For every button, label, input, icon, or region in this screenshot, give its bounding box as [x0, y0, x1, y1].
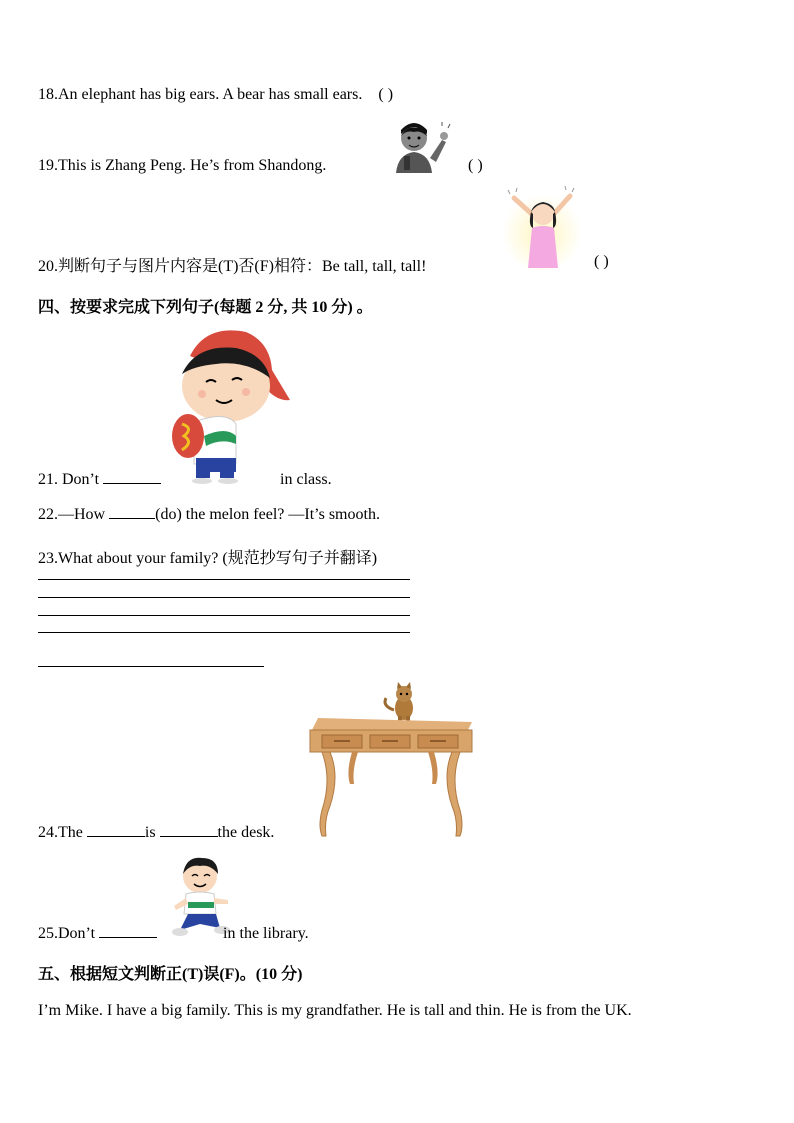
question-22 [38, 504, 380, 524]
answer-blank[interactable] [99, 923, 157, 938]
boy-with-cap-picture [166, 324, 294, 484]
question-25-suffix: in the library. [223, 925, 309, 942]
question-21-prefix: 21. Don’t [38, 471, 100, 488]
question-24 [38, 822, 274, 842]
writing-line-short[interactable] [38, 666, 264, 667]
question-20 [38, 253, 426, 276]
writing-line[interactable] [38, 615, 410, 616]
writing-line[interactable] [38, 597, 410, 598]
question-25-prefix: 25.Don’t [38, 925, 96, 942]
cat-on-desk-picture [308, 680, 474, 838]
question-19 [38, 157, 326, 175]
boy-waving-picture [390, 118, 452, 176]
answer-blank[interactable] [87, 822, 145, 837]
writing-line[interactable] [38, 579, 410, 580]
answer-paren-20[interactable] [594, 253, 609, 271]
reading-passage: I’m Mike. I have a big family. This is my grandfather. He is tall and thin. He is from the UK. [38, 1002, 632, 1019]
question-21 [38, 469, 332, 489]
question-21-suffix: in class. [280, 471, 332, 488]
section-5-heading: 五、根据短文判断正(T)误(F)。(10 分) [38, 966, 303, 983]
question-18 [38, 86, 393, 104]
question-23 [38, 545, 377, 568]
answer-paren[interactable]: ( ) [378, 86, 394, 103]
girl-arms-up-picture [500, 186, 584, 270]
answer-paren[interactable]: ( ) [468, 157, 483, 174]
answer-blank[interactable] [160, 822, 218, 837]
question-24-mid: is [144, 824, 156, 841]
question-20-text: 20.判断句子与图片内容是(T)否(F)相符：Be tall, tall, tall! [38, 258, 427, 275]
question-24-suffix: the desk. [217, 824, 275, 841]
question-23-text: 23.What about your family? (规范抄写句子并翻译) [38, 550, 378, 567]
question-22-suffix: (do) the melon feel? —It’s smooth. [155, 506, 380, 523]
writing-line[interactable] [38, 632, 410, 633]
question-24-prefix: 24.The [38, 824, 83, 841]
answer-paren[interactable]: ( ) [594, 253, 609, 270]
answer-paren-19[interactable] [468, 157, 483, 175]
question-25 [38, 923, 309, 943]
answer-blank[interactable] [109, 504, 155, 519]
section-4-heading: 四、按要求完成下列句子(每题 2 分, 共 10 分) 。 [38, 299, 373, 316]
question-18-text: 18.An elephant has big ears. A bear has small ears. [38, 86, 363, 103]
question-22-prefix: 22.—How [38, 506, 106, 523]
answer-blank[interactable] [103, 469, 161, 484]
question-19-text: 19.This is Zhang Peng. He’s from Shandong. [38, 157, 327, 174]
